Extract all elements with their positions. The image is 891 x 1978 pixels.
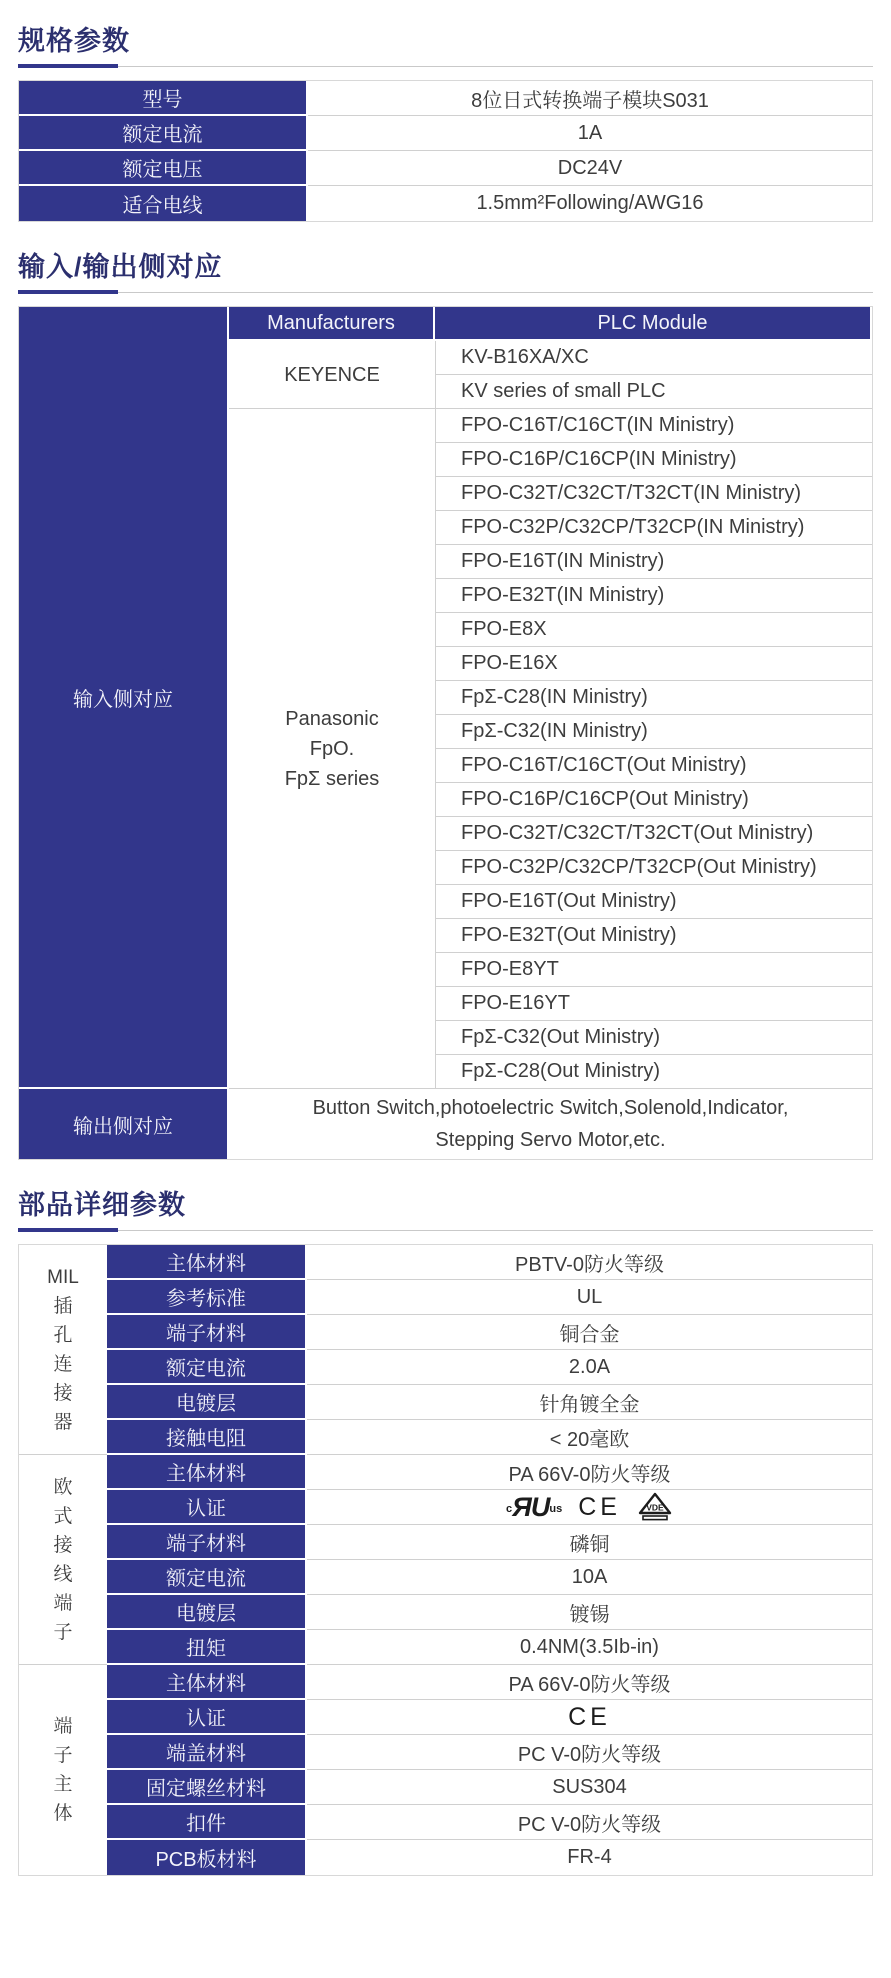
certification-icons: [308, 1703, 871, 1732]
parts-row: [19, 1455, 872, 1490]
plc-module-cell: FPO-E16YT: [435, 987, 872, 1021]
spec-table: [19, 81, 872, 221]
parts-label: 主体材料: [107, 1665, 307, 1700]
parts-group-cell: 欧 式 接 线 端 子: [19, 1455, 107, 1665]
plc-module-cell: KV-B16XA/XC: [435, 341, 872, 375]
parts-row: [19, 1385, 872, 1420]
spec-label: 额定电流: [19, 116, 308, 151]
spec-row: [19, 116, 872, 151]
spec-value: 1A: [308, 116, 872, 151]
parts-row: [19, 1490, 872, 1525]
title-rule: [18, 1228, 873, 1232]
parts-row: [19, 1595, 872, 1630]
io-column-header-1: PLC Module: [435, 307, 872, 341]
parts-label: 参考标准: [107, 1280, 307, 1315]
parts-value: [307, 1700, 872, 1735]
parts-row: [19, 1735, 872, 1770]
parts-label: 电镀层: [107, 1595, 307, 1630]
plc-module-cell: FPO-C32T/C32CT/T32CT(IN Ministry): [435, 477, 872, 511]
plc-module-cell: FpΣ-C32(Out Ministry): [435, 1021, 872, 1055]
parts-row: [19, 1700, 872, 1735]
parts-label: 主体材料: [107, 1245, 307, 1280]
parts-value: 铜合金: [307, 1315, 872, 1350]
svg-text:VDE: VDE: [646, 1502, 664, 1513]
title-rule: [18, 64, 873, 68]
parts-table-wrap: [18, 1244, 873, 1876]
manufacturer-cell: Panasonic FpO. FpΣ series: [229, 409, 435, 1089]
parts-value: SUS304: [307, 1770, 872, 1805]
section-parts: [18, 1190, 873, 1876]
parts-label: 端子材料: [107, 1315, 307, 1350]
parts-label: 电镀层: [107, 1385, 307, 1420]
plc-module-cell: FPO-E16T(Out Ministry): [435, 885, 872, 919]
parts-value: UL: [307, 1280, 872, 1315]
spec-label: 型号: [19, 81, 308, 116]
io-table: [19, 307, 872, 1159]
parts-label: 接触电阻: [107, 1420, 307, 1455]
parts-label: 认证: [107, 1700, 307, 1735]
rule-accent-segment: [18, 1228, 118, 1232]
parts-value: 镀锡: [307, 1595, 872, 1630]
section-spec: [18, 26, 873, 222]
spec-table-wrap: [18, 80, 873, 222]
parts-label: 认证: [107, 1490, 307, 1525]
parts-label: PCB板材料: [107, 1840, 307, 1875]
parts-row: [19, 1665, 872, 1700]
io-column-header-0: Manufacturers: [229, 307, 435, 341]
parts-label: 固定螺丝材料: [107, 1770, 307, 1805]
section-title-io: 输入/输出侧对应: [18, 252, 223, 282]
parts-row: [19, 1805, 872, 1840]
output-side-cell: 输出侧对应: [19, 1089, 229, 1159]
parts-row: [19, 1770, 872, 1805]
output-value-cell: Button Switch,photoelectric Switch,Solenold,Indicator, Stepping Servo Motor,etc.: [229, 1089, 872, 1159]
manufacturer-cell: KEYENCE: [229, 341, 435, 409]
spec-value: 8位日式转换端子模块S031: [308, 81, 872, 116]
section-io: [18, 252, 873, 1160]
rule-gray-line: [118, 1230, 873, 1231]
ul-recognized-icon: c ЯU us: [506, 1491, 563, 1522]
parts-label: 扭矩: [107, 1630, 307, 1665]
parts-row: [19, 1420, 872, 1455]
parts-row: [19, 1350, 872, 1385]
parts-label: 扣件: [107, 1805, 307, 1840]
plc-module-cell: FPO-C16P/C16CP(Out Ministry): [435, 783, 872, 817]
parts-row: [19, 1840, 872, 1875]
parts-value: PC V-0防火等级: [307, 1735, 872, 1770]
parts-row: [19, 1560, 872, 1595]
parts-row: [19, 1315, 872, 1350]
parts-row: [19, 1630, 872, 1665]
parts-value: < 20毫欧: [307, 1420, 872, 1455]
plc-module-cell: FPO-E16X: [435, 647, 872, 681]
rule-gray-line: [118, 66, 873, 67]
parts-value: PA 66V-0防火等级: [307, 1665, 872, 1700]
rule-accent-segment: [18, 290, 118, 294]
parts-value: 针角镀全金: [307, 1385, 872, 1420]
spec-row: [19, 81, 872, 116]
plc-module-cell: FPO-C16P/C16CP(IN Ministry): [435, 443, 872, 477]
parts-value: 0.4NM(3.5Ib-in): [307, 1630, 872, 1665]
parts-value: PC V-0防火等级: [307, 1805, 872, 1840]
parts-label: 端子材料: [107, 1525, 307, 1560]
spec-value: DC24V: [308, 151, 872, 186]
parts-group-cell: MIL 插 孔 连 接 器: [19, 1245, 107, 1455]
io-table-wrap: [18, 306, 873, 1160]
spec-label: 适合电线: [19, 186, 308, 221]
parts-row: [19, 1525, 872, 1560]
spec-row: [19, 151, 872, 186]
spec-row: [19, 186, 872, 221]
plc-module-cell: FPO-E8X: [435, 613, 872, 647]
io-output-row: [19, 1089, 872, 1159]
parts-row: [19, 1245, 872, 1280]
parts-group-cell: 端 子 主 体: [19, 1665, 107, 1875]
ce-mark-icon: CE: [568, 1702, 611, 1731]
plc-module-cell: FPO-E32T(Out Ministry): [435, 919, 872, 953]
parts-value: PBTV-0防火等级: [307, 1245, 872, 1280]
plc-module-cell: FPO-E16T(IN Ministry): [435, 545, 872, 579]
parts-value: 2.0A: [307, 1350, 872, 1385]
parts-label: 额定电流: [107, 1350, 307, 1385]
spec-label: 额定电压: [19, 151, 308, 186]
ce-mark-icon: CE: [578, 1492, 621, 1521]
plc-module-cell: KV series of small PLC: [435, 375, 872, 409]
parts-value: 10A: [307, 1560, 872, 1595]
parts-value: FR-4: [307, 1840, 872, 1875]
parts-label: 主体材料: [107, 1455, 307, 1490]
rule-gray-line: [118, 292, 873, 293]
plc-module-cell: FPO-C32P/C32CP/T32CP(Out Ministry): [435, 851, 872, 885]
rule-accent-segment: [18, 64, 118, 68]
plc-module-cell: FPO-C16T/C16CT(Out Ministry): [435, 749, 872, 783]
plc-module-cell: FpΣ-C32(IN Ministry): [435, 715, 872, 749]
plc-module-cell: FPO-E8YT: [435, 953, 872, 987]
plc-module-cell: FPO-E32T(IN Ministry): [435, 579, 872, 613]
certification-icons: [308, 1492, 871, 1522]
parts-table: [19, 1245, 872, 1875]
plc-module-cell: FPO-C32T/C32CT/T32CT(Out Ministry): [435, 817, 872, 851]
title-rule: [18, 290, 873, 294]
plc-module-cell: FpΣ-C28(IN Ministry): [435, 681, 872, 715]
section-title-spec: 规格参数: [18, 26, 130, 56]
parts-row: [19, 1280, 872, 1315]
plc-module-cell: FPO-C32P/C32CP/T32CP(IN Ministry): [435, 511, 872, 545]
section-title-parts: 部品详细参数: [18, 1190, 186, 1220]
plc-module-cell: FpΣ-C28(Out Ministry): [435, 1055, 872, 1089]
parts-value: 磷铜: [307, 1525, 872, 1560]
vde-mark-icon: [637, 1492, 673, 1522]
parts-value: PA 66V-0防火等级: [307, 1455, 872, 1490]
plc-module-cell: FPO-C16T/C16CT(IN Ministry): [435, 409, 872, 443]
parts-value: [307, 1490, 872, 1525]
io-header-row: [19, 307, 872, 341]
parts-label: 端盖材料: [107, 1735, 307, 1770]
parts-label: 额定电流: [107, 1560, 307, 1595]
spec-value: 1.5mm²Following/AWG16: [308, 186, 872, 221]
input-side-cell: 输入侧对应: [19, 307, 229, 1089]
